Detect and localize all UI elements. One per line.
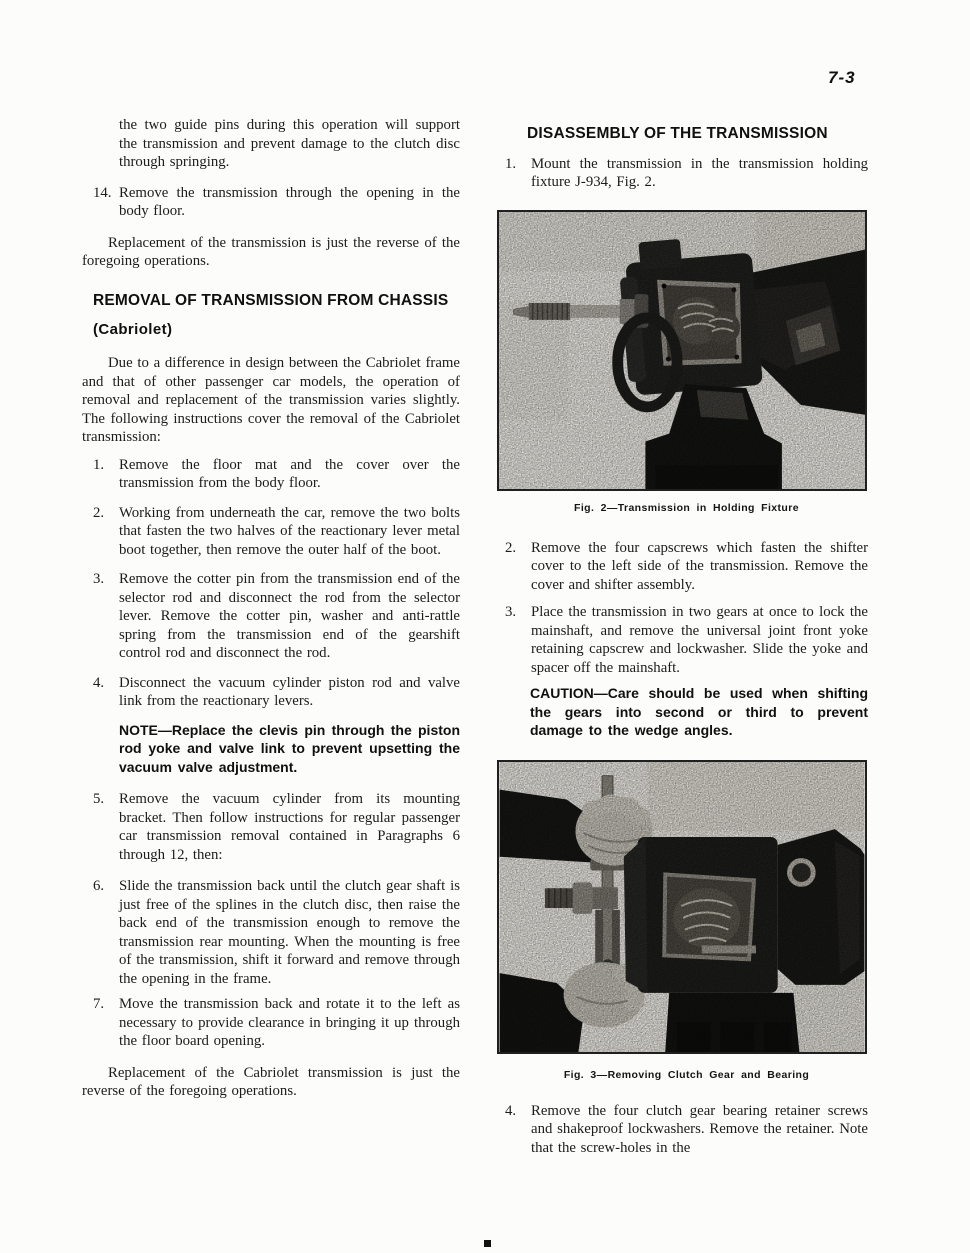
section-heading-removal: REMOVAL OF TRANSMISSION FROM CHASSIS	[93, 291, 449, 309]
paragraph-continuation: the two guide pins during this operation will support the transmission and prevent damage to the clutch disc through springing.	[119, 117, 460, 170]
figure-2-caption: Fig. 2—Transmission in Holding Fixture	[574, 501, 799, 514]
list-number: 2.	[93, 504, 105, 521]
list-number: 2.	[505, 539, 517, 556]
paragraph-due: Due to a difference in design between the Cabriolet frame and that of other passenger car models, the operation of removal and replacement of the transmission varies slightly. The following instructions cover the removal of the Cabriolet transmission:	[82, 355, 460, 446]
list-text: Working from underneath the car, remove the two bolts that fasten the two halves of the reactionary lever metal boot together, then remove the outer half of the boot.	[119, 504, 460, 558]
paragraph-replacement: Replacement of the transmission is just the reverse of the foregoing operations.	[82, 234, 460, 269]
list-item-4	[93, 674, 460, 711]
list-text: Move the transmission back and rotate it to the left as necessary to provide clearance in bringing it up through the floor board opening.	[119, 996, 460, 1050]
list-number: 1.	[93, 456, 105, 473]
figure-3	[497, 760, 867, 1054]
list-text: Remove the transmission through the opening in the body floor.	[119, 184, 460, 219]
list-number: 7.	[93, 996, 105, 1013]
list-number: 6.	[93, 878, 105, 895]
list-number: 5.	[93, 791, 105, 808]
list-item-5	[93, 790, 460, 864]
list-text: Mount the transmission in the transmission holding fixture J-934, Fig. 2.	[531, 155, 868, 191]
list-item-1	[505, 155, 868, 192]
list-item-7	[93, 995, 460, 1051]
list-text: Slide the transmission back until the clutch gear shaft is just free of the splines in the clutch disc, then raise the back end of the transmission enough to remove the transmission rear mounting. When the mounting is free of the transmission, shift it forward and remove through the opening in the frame.	[119, 878, 460, 987]
list-text: Remove the vacuum cylinder from its mounting bracket. Then follow instructions for regular passenger car transmission removal contained in Paragraphs 6 through 12, then:	[119, 791, 460, 863]
transmission-in-holding-fixture-photo	[499, 212, 865, 489]
list-item-3	[505, 603, 868, 677]
list-text: Remove the floor mat and the cover over the transmission from the body floor.	[119, 456, 460, 492]
list-item-2	[93, 504, 460, 560]
list-item-2	[505, 539, 868, 595]
page-number: 7-3	[828, 68, 856, 87]
list-number: 14.	[93, 184, 112, 201]
list-text: Disconnect the vacuum cylinder piston rod and valve link from the reactionary levers.	[119, 674, 460, 710]
section-heading-disassembly: DISASSEMBLY OF THE TRANSMISSION	[527, 124, 828, 142]
caution-paragraph: CAUTION—Care should be used when shifting the gears into second or third to prevent damage to the wedge angles.	[530, 685, 868, 739]
subheading-cabriolet: (Cabriolet)	[93, 321, 173, 339]
figure-3-caption: Fig. 3—Removing Clutch Gear and Bearing	[563, 1068, 810, 1081]
list-number: 3.	[505, 604, 517, 621]
list-number: 3.	[93, 571, 105, 588]
paragraph-cabriolet-replacement: Replacement of the Cabriolet transmission is just the reverse of the foregoing operations.	[82, 1064, 460, 1100]
list-text: Place the transmission in two gears at once to lock the mainshaft, and remove the universal joint front yoke retaining capscrew and lockwasher. Slide the yoke and spacer off the mainshaft.	[531, 604, 868, 676]
list-number: 4.	[505, 1102, 517, 1119]
removing-clutch-gear-and-bearing-photo	[499, 762, 865, 1052]
list-item-4	[505, 1102, 868, 1158]
list-number: 1.	[505, 155, 517, 172]
list-text: Remove the four clutch gear bearing retainer screws and shakeproof lockwashers. Remove the retainer. Note that the screw-holes in the	[531, 1102, 868, 1156]
list-item-6	[93, 877, 460, 988]
note-paragraph: NOTE—Replace the clevis pin through the piston rod yoke and valve link to prevent upsetting the vacuum valve adjustment.	[119, 721, 460, 775]
left-column	[82, 116, 460, 1101]
list-number: 4.	[93, 674, 105, 691]
list-item-14	[93, 184, 460, 221]
figure-2	[497, 210, 867, 491]
page-bottom-mark	[484, 1240, 491, 1247]
list-text: Remove the four capscrews which fasten the shifter cover to the left side of the transmission. Remove the cover and shifter assembly.	[531, 539, 868, 593]
right-column	[505, 112, 868, 1157]
list-item-1	[93, 456, 460, 493]
list-item-3	[93, 570, 460, 663]
list-text: Remove the cotter pin from the transmission end of the selector rod and disconnect the rod from the selector lever. Remove the cotter pin, washer and anti-rattle spring from the transmission end of the gearshift control rod and disconnect the rod.	[119, 571, 460, 662]
